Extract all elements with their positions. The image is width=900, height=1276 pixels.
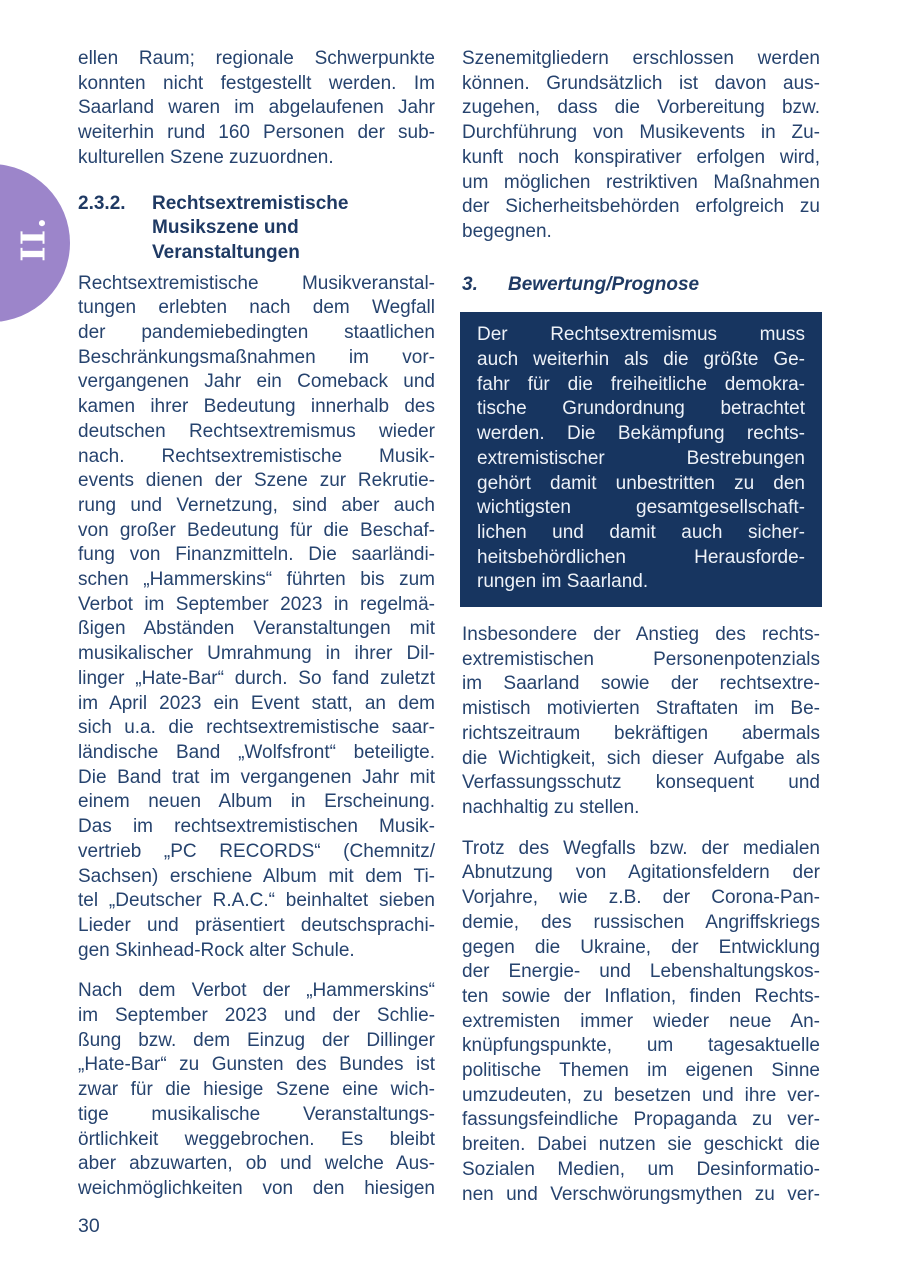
- text-line: Verbot im September 2023 in regelmä-: [78, 593, 435, 615]
- text-line: politische Themen im eigenen Sinne: [462, 1060, 820, 1082]
- text-line: im September 2023 und der Schlie-: [78, 1005, 435, 1027]
- text-line: zugehen, dass die Vorbereitung bzw.: [462, 97, 820, 119]
- section-tab: [0, 164, 70, 322]
- text-line: Das im rechtsextremistischen Musik-: [78, 816, 435, 838]
- text-line: der pandemiebedingten staatlichen: [78, 322, 435, 344]
- heading-title: [152, 192, 348, 266]
- text-line: ländische Band „Wolfsfront“ beteiligte.: [78, 741, 435, 763]
- text-line: lichen und damit auch sicher-: [477, 521, 805, 543]
- text-line: „Hate-Bar“ zu Gunsten des Bundes ist: [78, 1054, 435, 1076]
- text-line: nach. Rechtsextremistische Musik-: [78, 445, 435, 467]
- text-line: Insbesondere der Anstieg des rechts-: [462, 624, 820, 646]
- text-line: Veranstaltungen: [152, 241, 300, 263]
- text-line: heitsbehördlichen Herausforde-: [477, 546, 805, 568]
- text-line: Vorjahre, wie z.B. der Corona-Pan-: [462, 887, 820, 909]
- text-line: Musikszene und: [152, 217, 299, 239]
- text-line: richtszeitraum bekräftigen abermals: [462, 722, 820, 744]
- text-line: kulturellen Szene zuzuordnen.: [78, 146, 334, 168]
- text-line: gegen die Ukraine, der Entwicklung: [462, 936, 820, 958]
- text-line: Abnutzung von Agitationsfeldern der: [462, 862, 820, 884]
- text-line: der Sicherheitsbehörden erfolgreich zu: [462, 196, 820, 218]
- text-line: mistisch motivierten Straftaten im Be-: [462, 698, 820, 720]
- text-line: gen Skinhead-Rock alter Schule.: [78, 939, 355, 961]
- text-line: ßigen Abständen Veranstaltungen mit: [78, 618, 435, 640]
- section-heading-3: [462, 273, 820, 298]
- text-line: vergangenen Jahr ein Comeback und: [78, 371, 435, 393]
- heading-number: 3.: [462, 273, 478, 295]
- text-line: ellen Raum; regionale Schwerpunkte: [78, 48, 435, 69]
- text-line: linger „Hate-Bar“ durch. So fand zuletzt: [78, 667, 435, 689]
- paragraph-scene-members: [462, 47, 820, 245]
- text-line: der Energie- und Lebenshaltungskos-: [462, 961, 820, 983]
- text-line: örtlichkeit weggebrochen. Es bleibt: [78, 1128, 435, 1150]
- text-line: im Saarland sowie der rechtsextre-: [462, 673, 820, 695]
- text-line: ten sowie der Inflation, finden Rechts-: [462, 985, 820, 1007]
- page-number: 30: [78, 1215, 100, 1237]
- text-line: einem neuen Album in Erscheinung.: [78, 791, 435, 813]
- text-line: Die Band trat im vergangenen Jahr mit: [78, 766, 435, 788]
- right-column: [462, 47, 820, 1207]
- text-line: um möglichen restriktiven Maßnahmen: [462, 171, 820, 193]
- text-line: Der Rechtsextremismus muss: [477, 324, 805, 346]
- section-tab-label: II.: [13, 216, 53, 262]
- text-line: ßung bzw. dem Einzug der Dillinger: [78, 1029, 435, 1051]
- text-line: demie, des russischen Angriffskriegs: [462, 911, 820, 933]
- text-line: nachhaltig zu stellen.: [462, 796, 640, 818]
- text-line: Trotz des Wegfalls bzw. der medialen: [462, 837, 820, 859]
- text-line: werden. Die Bekämpfung rechts-: [477, 423, 805, 445]
- paragraph-after-ban: [78, 979, 435, 1201]
- text-line: konnten nicht festgestellt werden. Im: [78, 72, 435, 94]
- text-line: Lieder und präsentiert deutschsprachi-: [78, 914, 435, 936]
- text-line: weiterhin rund 160 Personen der sub-: [78, 122, 435, 144]
- text-line: sich u.a. die rechtsextremistische saar-: [78, 717, 435, 739]
- text-line: Rechtsextremistische: [152, 192, 349, 214]
- text-line: kamen ihrer Bedeutung innerhalb des: [78, 396, 435, 418]
- text-line: extremistischer Bestrebungen: [477, 447, 805, 469]
- text-line: kunft noch konspirativer erfolgen wird,: [462, 146, 820, 168]
- text-line: weichmöglichkeiten von den hiesigen: [78, 1177, 435, 1199]
- text-line: von großer Bedeutung für die Beschaf-: [78, 519, 435, 541]
- paragraph-trotz: [462, 837, 820, 1208]
- text-line: aber abzuwarten, ob und welche Aus-: [78, 1153, 435, 1175]
- text-line: nen und Verschwörungsmythen zu ver-: [462, 1183, 820, 1205]
- text-line: Beschränkungsmaßnahmen im vor-: [78, 346, 435, 368]
- text-line: Szenemitgliedern erschlossen werden: [462, 48, 820, 69]
- text-line: gehört damit unbestritten zu den: [477, 472, 805, 494]
- text-line: Nach dem Verbot der „Hammerskins“: [78, 980, 435, 1002]
- paragraph-continued: [78, 47, 435, 171]
- text-line: tel „Deutscher R.A.C.“ beinhaltet sieben: [78, 890, 435, 912]
- text-line: Durchführung von Musikevents in Zu-: [462, 122, 820, 144]
- left-column: [78, 47, 435, 1202]
- text-line: tige musikalische Veranstaltungs-: [78, 1103, 435, 1125]
- text-line: fassungsfeindliche Propaganda zu ver-: [462, 1109, 820, 1131]
- text-line: knüpfungspunkte, um tagesaktuelle: [462, 1035, 820, 1057]
- text-line: rung und Vernetzung, sind aber auch: [78, 494, 435, 516]
- text-line: können. Grundsätzlich ist davon aus-: [462, 72, 820, 94]
- text-line: schen „Hammerskins“ führten bis zum: [78, 569, 435, 591]
- text-line: extremisten immer wieder neue An-: [462, 1010, 820, 1032]
- highlight-box: [460, 312, 822, 607]
- text-line: Verfassungsschutz konsequent und: [462, 772, 820, 794]
- text-line: umzudeuten, zu besetzen und ihre ver-: [462, 1084, 820, 1106]
- text-line: zwar für die hiesige Szene eine wich-: [78, 1079, 435, 1101]
- text-line: Sozialen Medien, um Desinformatio-: [462, 1158, 820, 1180]
- section-heading-2-3-2: [78, 192, 435, 266]
- paragraph-music-scene: [78, 272, 435, 964]
- text-line: deutschen Rechtsextremismus wieder: [78, 420, 435, 442]
- text-line: fung von Finanzmitteln. Die saarländi-: [78, 544, 435, 566]
- heading-title: Bewertung/Prognose: [508, 273, 700, 295]
- heading-number: 2.3.2.: [78, 192, 126, 214]
- text-line: extremistischen Personenpotenzials: [462, 648, 820, 670]
- text-line: musikalischer Umrahmung in ihrer Dil-: [78, 643, 435, 665]
- paragraph-insbesondere: [462, 623, 820, 821]
- text-line: Rechtsextremistische Musikveranstal-: [78, 272, 435, 294]
- text-line: tische Grundordnung betrachtet: [477, 398, 805, 420]
- text-line: rungen im Saarland.: [477, 571, 649, 593]
- text-line: fahr für die freiheitliche demokra-: [477, 373, 805, 395]
- text-line: begegnen.: [462, 220, 552, 242]
- text-line: events dienen der Szene zur Rekrutie-: [78, 470, 435, 492]
- text-line: breiten. Dabei nutzen sie geschickt die: [462, 1134, 820, 1156]
- text-line: auch weiterhin als die größte Ge-: [477, 349, 805, 371]
- text-line: Saarland waren im abgelaufenen Jahr: [78, 97, 435, 119]
- text-line: vertrieb „PC RECORDS“ (Chemnitz/: [78, 840, 435, 862]
- text-line: wichtigsten gesamtgesellschaft-: [477, 497, 805, 519]
- text-line: tungen erlebten nach dem Wegfall: [78, 297, 435, 319]
- text-line: die Wichtigkeit, sich dieser Aufgabe als: [462, 747, 820, 769]
- text-line: Sachsen) erschiene Album mit dem Ti-: [78, 865, 435, 887]
- text-line: im April 2023 ein Event statt, an dem: [78, 692, 435, 714]
